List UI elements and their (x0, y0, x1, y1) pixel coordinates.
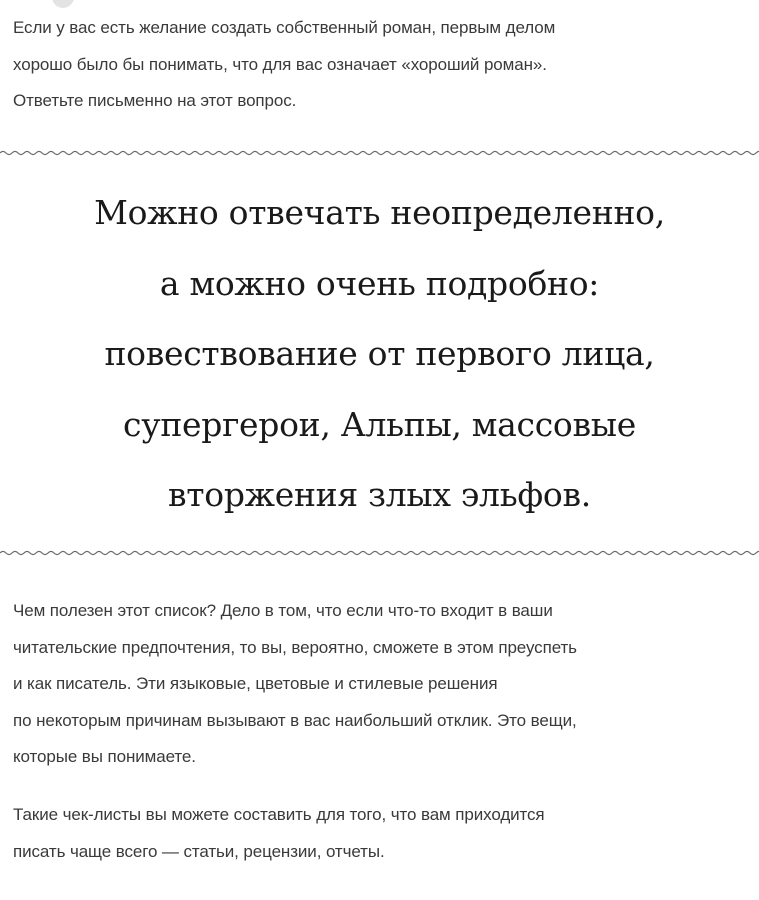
wavy-divider-bottom (0, 548, 759, 558)
list-paragraph-line: Чем полезен этот список? Дело в том, что если что-то входит в ваши (13, 601, 553, 620)
list-paragraph (13, 593, 748, 776)
pull-quote-line: вторжения злых эльфов. (168, 475, 591, 514)
wavy-divider-line (0, 151, 759, 154)
list-paragraph-line: которые вы понимаете. (13, 747, 196, 766)
wavy-divider-line (0, 551, 759, 554)
list-paragraph-line: и как писатель. Эти языковые, цветовые и стилевые решения (13, 674, 498, 693)
intro-line: Если у вас есть желание создать собственный роман, первым делом (13, 18, 556, 37)
intro-line: Ответьте письменно на этот вопрос. (13, 91, 297, 110)
pull-quote-line: супергерои, Альпы, массовые (123, 404, 636, 444)
list-paragraph-line: по некоторым причинам вызывают в вас наибольший отклик. Это вещи, (13, 710, 577, 730)
wavy-divider-top (0, 148, 759, 158)
pull-quote-line: повествование от первого лица, (104, 334, 655, 373)
checklist-paragraph (13, 797, 748, 870)
list-paragraph-line: читательские предпочтения, то вы, вероятно, сможете в этом преуспеть (13, 637, 577, 657)
checklist-paragraph-line: писать чаще всего — статьи, рецензии, отчеты. (13, 841, 385, 861)
pull-quote (0, 178, 759, 531)
pull-quote-line: а можно очень подробно: (159, 263, 600, 303)
intro-paragraph (13, 10, 748, 120)
intro-line: хорошо было бы понимать, что для вас означает «хороший роман». (13, 54, 547, 74)
checklist-paragraph-line: Такие чек-листы вы можете составить для того, что вам приходится (13, 805, 545, 824)
pull-quote-line: Можно отвечать неопределенно, (94, 193, 665, 232)
scroll-indicator (52, 0, 74, 8)
